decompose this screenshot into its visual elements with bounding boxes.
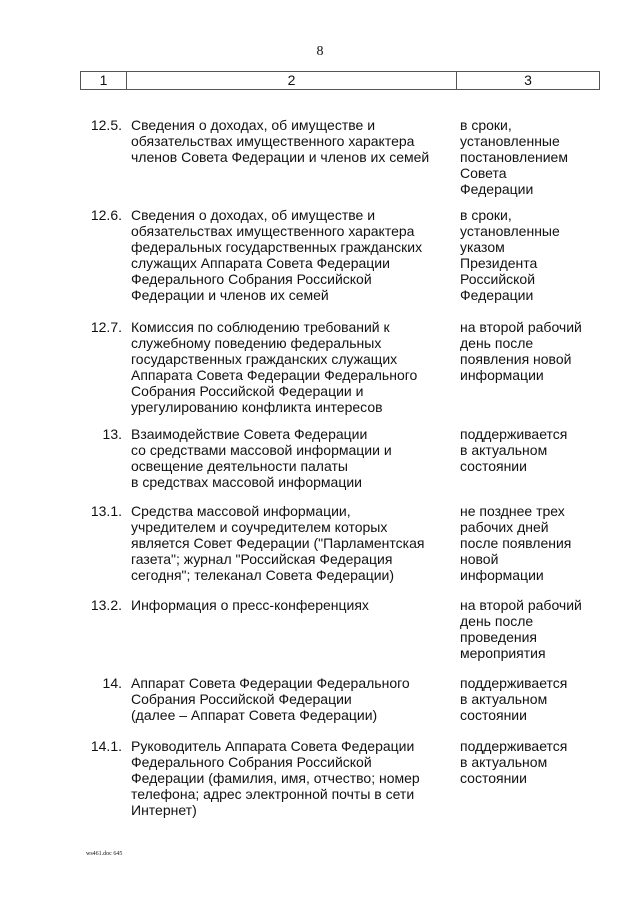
row-text: Аппарат Совета Федерации Федерального Собрания Российской Федерации (далее – Аппарат Совета Федерации)	[131, 675, 410, 723]
row-text: Комиссия по соблюдению требований к служебному поведению федеральных государственных гражданских служащих Аппарата Совета Федерации Федерального Собрания Российской Федерации и урегулированию конфликта интересов	[131, 319, 418, 415]
row-number: 12.6.	[90, 207, 122, 223]
row-text: Сведения о доходах, об имуществе и обязательствах имущественного характера членов Совета Федерации и членов их семей	[131, 117, 430, 165]
row-text: Сведения о доходах, об имуществе и обязательствах имущественного характера федеральных государственных гражданских служащих Аппарата Совета Федерации Федерального Собрания Российской Федерации и членов их семей	[131, 207, 423, 303]
row-number: 13.1.	[90, 503, 122, 519]
row-text: Взаимодействие Совета Федерации со средствами массовой информации и освещение деятельности палаты в средствах массовой информации	[131, 426, 392, 490]
row-number: 13.	[102, 426, 122, 442]
row-term: поддерживается в актуальном состоянии	[460, 426, 568, 474]
row-term: на второй рабочий день после появления новой информации	[460, 319, 582, 383]
row-number: 13.2.	[90, 597, 122, 613]
row-term: поддерживается в актуальном состоянии	[460, 675, 568, 723]
row-text: Информация о пресс-конференциях	[131, 597, 369, 613]
table-header	[80, 71, 600, 90]
row-number: 12.7.	[90, 319, 122, 335]
page-number: 8	[316, 44, 324, 59]
row-number: 12.5.	[90, 117, 122, 133]
footer-filename: ws461.doc 645	[86, 851, 123, 857]
row-term: поддерживается в актуальном состоянии	[460, 738, 568, 786]
row-text: Средства массовой информации, учредителем и соучредителем которых является Совет Федерации ("Парламентская газета"; журнал "Российская Федерация сегодня"; телеканал Совета Федерации)	[131, 503, 425, 583]
row-term: на второй рабочий день после проведения мероприятия	[460, 597, 582, 661]
header-col-1: 1	[81, 72, 127, 89]
row-term: в сроки, установленные указом Президента Российской Федерации	[460, 207, 560, 303]
row-text: Руководитель Аппарата Совета Федерации Федерального Собрания Российской Федерации (фамилия, имя, отчество; номер телефона; адрес электронной почты в сети Интернет)	[131, 738, 420, 818]
row-number: 14.1.	[90, 738, 122, 754]
header-col-2: 2	[127, 72, 457, 89]
row-term: не позднее трех рабочих дней после появления новой информации	[460, 503, 572, 583]
row-number: 14.	[102, 675, 122, 691]
header-col-3: 3	[524, 72, 532, 88]
row-term: в сроки, установленные постановлением Совета Федерации	[460, 117, 568, 197]
